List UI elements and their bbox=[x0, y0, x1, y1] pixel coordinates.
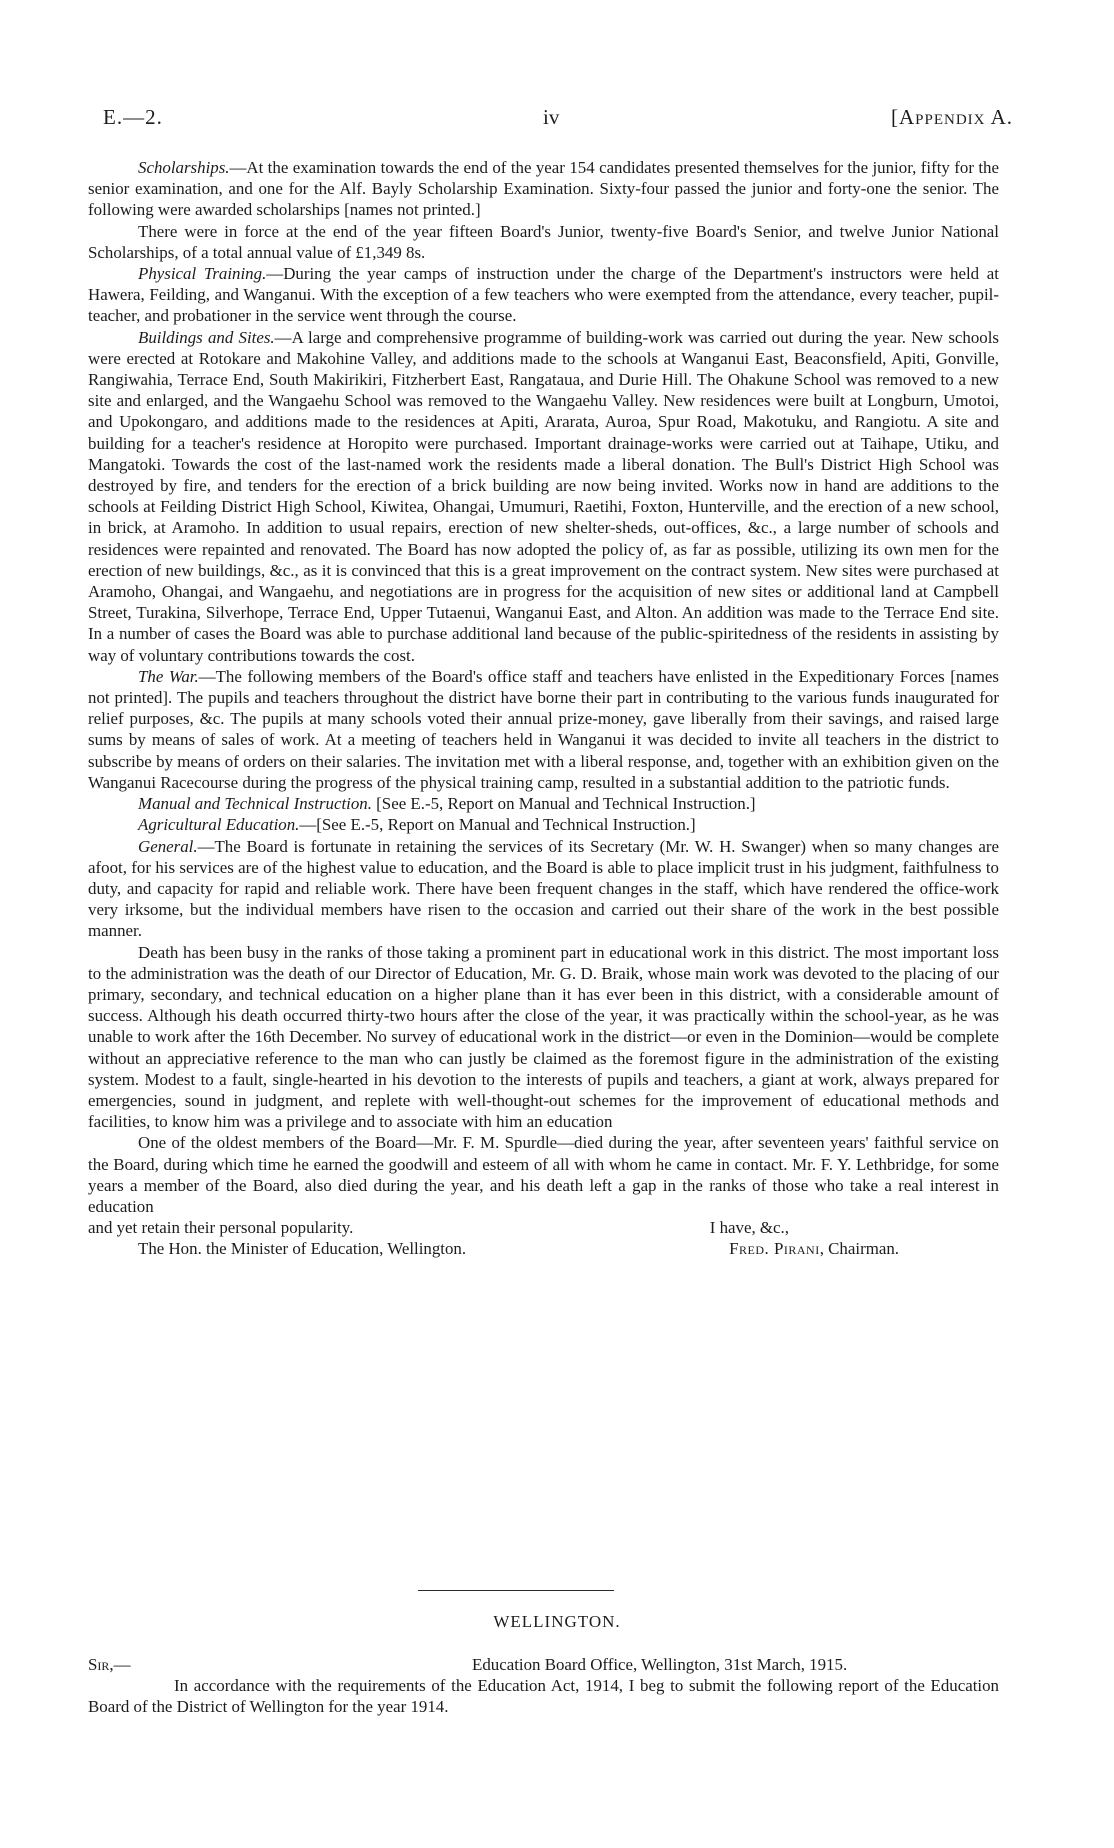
text-wellington-opening: In accordance with the requirements of the Education Act, 1914, I beg to submit the following report of the Education Board of the District of Wellington for the year 1914. bbox=[88, 1676, 999, 1717]
text-agricultural-education: —[See E.-5, Report on Manual and Technical Instruction.] bbox=[299, 815, 696, 835]
signature bbox=[729, 1238, 899, 1259]
dateline: Education Board Office, Wellington, 31st March, 1915. bbox=[472, 1655, 848, 1674]
text-manual-instruction: [See E.-5, Report on Manual and Technical Instruction.] bbox=[371, 794, 756, 814]
heading-the-war: The War. bbox=[138, 666, 199, 686]
text-scholarships: —At the examination towards the end of the year 154 candidates presented themselves for the junior, fifty for the senior examination, and one for the Alf. Bayly Scholarship Examination. Sixty-four passed the junior and forty-one the senior. The following were awarded scholarships [names not printed.] bbox=[88, 158, 999, 220]
paragraph-buildings-sites bbox=[88, 327, 999, 666]
salutation-line bbox=[88, 1654, 999, 1675]
header-report-code: E.—2. bbox=[103, 105, 163, 129]
header-appendix-label: [Appendix A. bbox=[890, 105, 1013, 129]
heading-scholarships: Scholarships. bbox=[138, 158, 230, 177]
section-title-wellington: WELLINGTON. bbox=[493, 1612, 621, 1631]
text-scholarships-in-force: There were in force at the end of the year fifteen Board's Junior, twenty-five Board's Senior, and twelve Junior National Scholarships, of a total annual value of £1,349 8s. bbox=[88, 221, 999, 262]
heading-agricultural-education: Agricultural Education. bbox=[138, 815, 300, 835]
paragraph-scholarships bbox=[88, 157, 999, 221]
heading-physical-training: Physical Training. bbox=[138, 264, 267, 284]
paragraph-board-members bbox=[88, 1132, 999, 1217]
paragraph-death-of-director bbox=[88, 942, 999, 1133]
signature-line bbox=[88, 1238, 999, 1259]
text-general: —The Board is fortunate in retaining the services of its Secretary (Mr. W. H. Swanger) when so many changes are afoot, for his services are of the highest value to education, and the Board is able to place implicit trust in his judgment, faithfulness to duty, and capacity for rapid and reliable work. There have been frequent changes in the staff, which have rendered the office-work very irksome, but the individual members have risen to the occasion and carried out their share of the work in the best possible manner. bbox=[88, 836, 999, 941]
text-death-of-director: Death has been busy in the ranks of those taking a prominent part in educational work in this district. The most important loss to the administration was the death of our Director of Education, Mr. G. D. Braik, whose main work was devoted to the placing of our primary, secondary, and technical education on a higher plane than it has ever been in this district, with a considerable amount of success. Although his death occurred thirty-two hours after the close of the year, it was practically within the school-year, as he was unable to work after the 16th December. No survey of educational work in the district—or even in the Dominion—would be complete without an appreciative reference to the man who can justly be claimed as the foremost figure in the administration of the existing system. Modest to a fault, single-hearted in his devotion to the interests of pupils and teachers, a giant at work, always prepared for emergencies, sound in judgment, and replete with well-thought-out schemes for the improvement of educational methods and facilities, to know him was a privilege and to associate with him an education bbox=[88, 942, 999, 1132]
text-physical-training: —During the year camps of instruction under the charge of the Department's instructors were held at Hawera, Feilding, and Wanganui. With the exception of a few teachers who were exempted from the attendance, every teacher, pupil-teacher, and probationer in the service went through the course. bbox=[88, 264, 1000, 326]
text-the-war: —The following members of the Board's office staff and teachers have enlisted in the Expeditionary Forces [names not printed]. The pupils and teachers throughout the district have borne their part in contributing to the various funds inaugurated for relief purposes, &c. The pupils at many schools voted their annual prize-money, gave liberally from their savings, and raised large sums by means of sales of work. At a meeting of teachers held in Wanganui it was decided to invite all teachers in the district to subscribe by means of orders on their salaries. The invitation met with a liberal response, and, together with an exhibition given on the Wanganui Racecourse during the progress of the physical training camp, resulted in a substantial addition to the patriotic funds. bbox=[88, 666, 999, 792]
section-divider bbox=[418, 1590, 614, 1591]
closing-formula: I have, &c., bbox=[709, 1218, 789, 1238]
paragraph-the-war bbox=[88, 666, 999, 793]
wellington-letter bbox=[88, 1654, 999, 1718]
heading-buildings-sites: Buildings and Sites. bbox=[138, 327, 275, 347]
paragraph-agricultural-education bbox=[88, 814, 999, 835]
text-buildings-sites: —A large and comprehensive programme of building-work was carried out during the year. New schools were erected at Rotokare and Makohine Valley, and additions made to the schools at Wanganui East, Beaconsfield, Apiti, Gonville, Rangiwahia, Terrace End, South Makirikiri, Fitzherbert East, Rangataua, and Durie Hill. The Ohakune School was removed to a new site and enlarged, and the Wangaehu School was removed to the Wangaehu Valley. New residences were built at Longburn, Umotoi, and Upokongaro, and additions made to the residences at Apiti, Ararata, Auroa, Spur Road, Makotuku, and Rangiotu. A site and building for a teacher's residence at Horopito were purchased. Important drainage-works were carried out at Taihape, Utiku, and Mangatoki. Towards the cost of the last-named work the residents made a liberal donation. The Bull's District High School was destroyed by fire, and tenders for the erection of a brick building are now being invited. Works now in hand are additions to the schools at Feilding District High School, Kiwitea, Ohangai, Umumuri, Raetihi, Foxton, Hunterville, and the erection of a new school, in brick, at Aramoho. In addition to usual repairs, erection of new shelter-sheds, out-offices, &c., a large number of schools and residences were repainted and renovated. The Board has now adopted the policy of, as far as possible, utilizing its own men for the erection of new buildings, &c., as it is convinced that this is a great improvement on the contract system. New sites were purchased at Aramoho, Ohangai, and Wangaehu, and negotiations are in progress for the acquisition of new sites or additional land at Campbell Street, Turakina, Silverhope, Terrace End, Upper Tutaenui, Wanganui East, and Alton. An addition was made to the Terrace End site. In a number of cases the Board was able to purchase additional land because of the public-spiritedness of the residents in assisting by way of voluntary contributions towards the cost. bbox=[88, 327, 1000, 665]
paragraph-wellington-opening bbox=[88, 1675, 999, 1717]
paragraph-physical-training bbox=[88, 263, 999, 327]
closing-line bbox=[88, 1217, 999, 1238]
addressee: The Hon. the Minister of Education, Wellington. bbox=[138, 1239, 467, 1259]
paragraph-scholarships-in-force bbox=[88, 221, 999, 263]
heading-general: General. bbox=[138, 836, 198, 856]
paragraph-manual-instruction bbox=[88, 793, 999, 814]
text-board-members: One of the oldest members of the Board—Mr. F. M. Spurdle—died during the year, after seventeen years' faithful service on the Board, during which time he earned the goodwill and esteem of all with whom he came in contact. Mr. F. Y. Lethbridge, for some years a member of the Board, also died during the year, and his death left a gap in the ranks of those who take a real interest in education bbox=[88, 1133, 999, 1216]
paragraph-general bbox=[88, 836, 999, 942]
heading-manual-instruction: Manual and Technical Instruction. bbox=[138, 794, 372, 814]
salutation: Sir,— bbox=[88, 1655, 131, 1674]
text-board-members-last-line: and yet retain their personal popularity. bbox=[88, 1218, 354, 1238]
report-body bbox=[88, 157, 999, 1260]
signature-title: , Chairman. bbox=[819, 1239, 899, 1259]
header-page-number: iv bbox=[543, 105, 560, 129]
page-header bbox=[103, 105, 1013, 131]
signature-name: Fred. Pirani bbox=[729, 1239, 820, 1259]
